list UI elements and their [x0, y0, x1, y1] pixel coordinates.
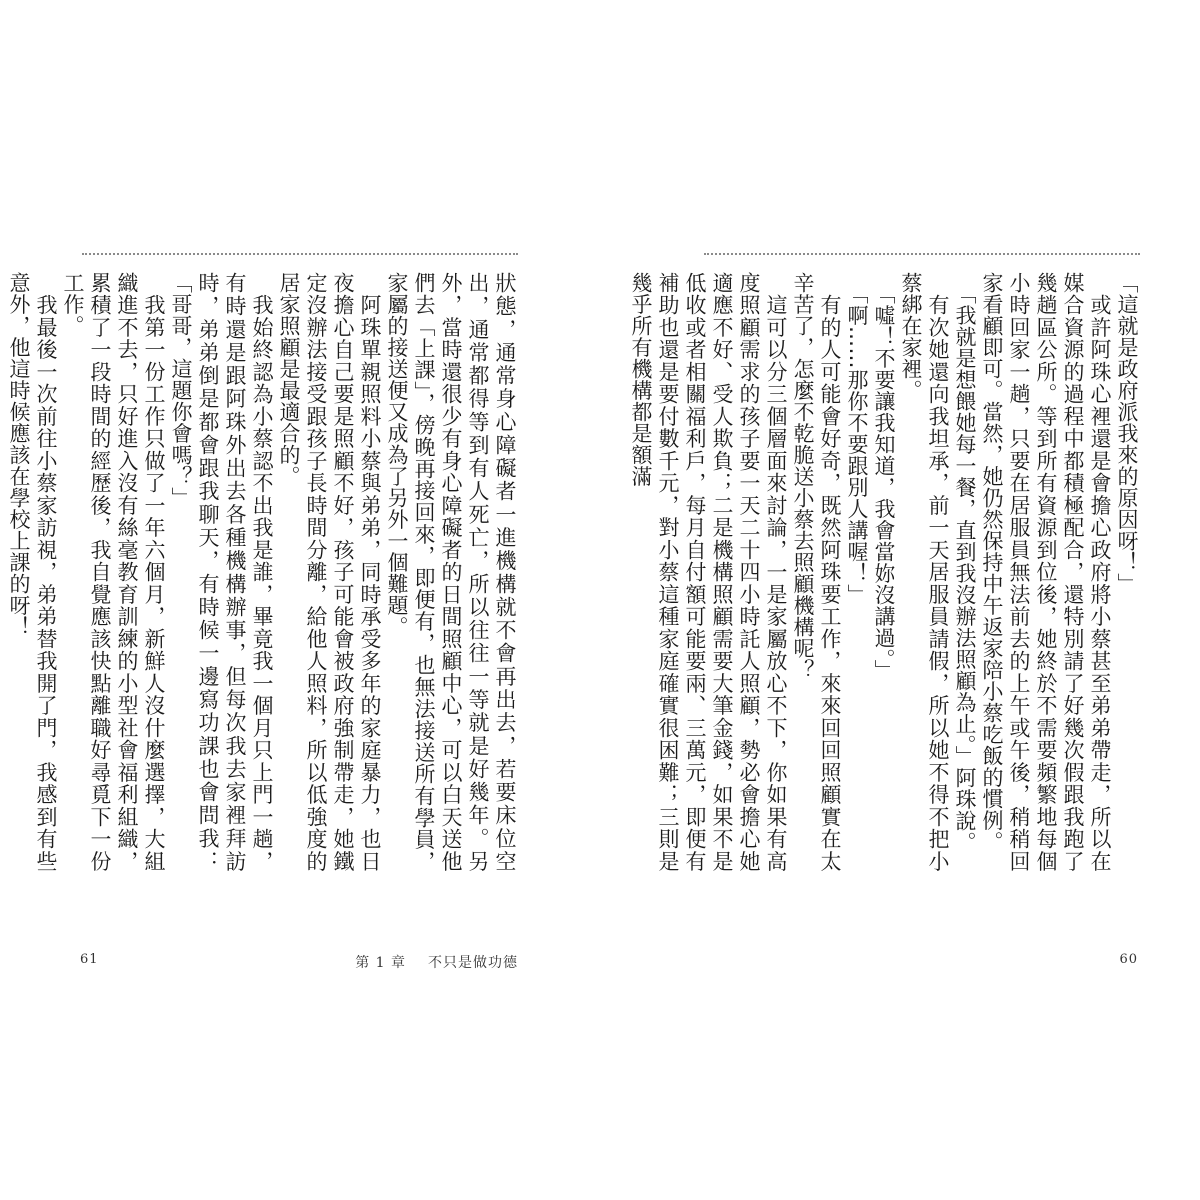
paragraph: 狀態，通常身心障礙者一進機構就不會再出去，若要床位空出，通常都得等到有人死亡，所以往往一等就是好幾年。另外，當時還很少有身心障礙者的日間照顧中心，可以白天送他們去「上課」，傍晚再接回來，即便有，也無法接送所有學員，家屬的接送便又成為了另外一個難題。 [385, 272, 517, 872]
right-page [600, 0, 1200, 1200]
paragraph: 或許阿珠心裡還是會擔心政府將小蔡甚至弟弟帶走，所以在媒合資源的過程中都積極配合，還特別請了好幾次假跟我跑了幾趟區公所。等到所有資源到位後，她終於不需要頻繁地每個小時回家一趟，只要在居服員無法前去的上午或午後，稍稍回家看顧即可。當然，她仍然保持中午返家陪小蔡吃飯的慣例。 [980, 272, 1112, 872]
paragraph: 這可以分三個層面來討論，一是家屬放心不下，你如果有高度照顧需求的孩子要一天二十四小時託人照顧，勢必會擔心她適應不好、受人欺負；二是機構照顧需要大筆金錢，如果不是低收或者相關福利戶，每月自付額可能要兩、三萬元，即便有補助也還是要付數千元，對小蔡這種家庭確實很困難；三則是幾乎所有機構都是額滿 [629, 272, 788, 872]
chapter-label: 第 1 章 [355, 955, 406, 971]
body-text [7, 272, 518, 872]
page-number: 61 [80, 952, 99, 967]
top-dotted-rule [82, 253, 518, 255]
top-dotted-rule [704, 253, 1140, 255]
paragraph: 「噓！不要讓我知道，我會當妳沒講過。」 [872, 272, 896, 681]
body-text [629, 272, 1140, 872]
paragraph: 阿珠單親照料小蔡與弟弟，同時承受多年的家庭暴力，也日夜擔心自己要是照顧不好，孩子可能會被政府強制帶走，她鐵定沒辦法接受跟孩子長時間分離，給他人照料，所以低強度的居家照顧是最適合的。 [277, 272, 382, 872]
page-number: 60 [1119, 952, 1138, 967]
paragraph: 有的人可能會好奇，既然阿珠要工作，來來回回照顧實在太辛苦了，怎麼不乾脆送小蔡去照顧機構呢？ [791, 272, 842, 872]
paragraph: 「啊……那你不要跟別人講喔！」 [845, 272, 869, 606]
paragraph: 有次她還向我坦承，前一天居服員請假，所以她不得不把小蔡綁在家裡。 [899, 272, 950, 872]
paragraph: 「我就是想餵她每一餐，直到我沒辦法照顧為止。」阿珠說。 [953, 272, 977, 853]
paragraph: 我最後一次前往小蔡家訪視，弟弟替我開了門，我感到有些意外，他這時候應該在學校上課的呀！ [7, 272, 58, 872]
chapter-title: 不只是做功德 [428, 955, 518, 971]
paragraph: 我第一份工作只做了一年六個月，新鮮人沒什麼選擇，大組織進不去，只好進入沒有絲毫教育訓練的小型社會福利組織，累積了一段時間的經歷後，我自覺應該快點離職好尋覓下一份工作。 [61, 272, 166, 872]
paragraph: 我始終認為小蔡認不出我是誰，畢竟我一個月只上門一趟，有時還是跟阿珠外出去各種機構辦事，但每次我去家裡拜訪時，弟弟倒是都會跟我聊天，有時候一邊寫功課也會問我：「哥哥，這題你會嗎？」 [169, 272, 274, 872]
paragraph: 「這就是政府派我來的原因呀！」 [1115, 272, 1139, 595]
running-head [355, 952, 518, 972]
